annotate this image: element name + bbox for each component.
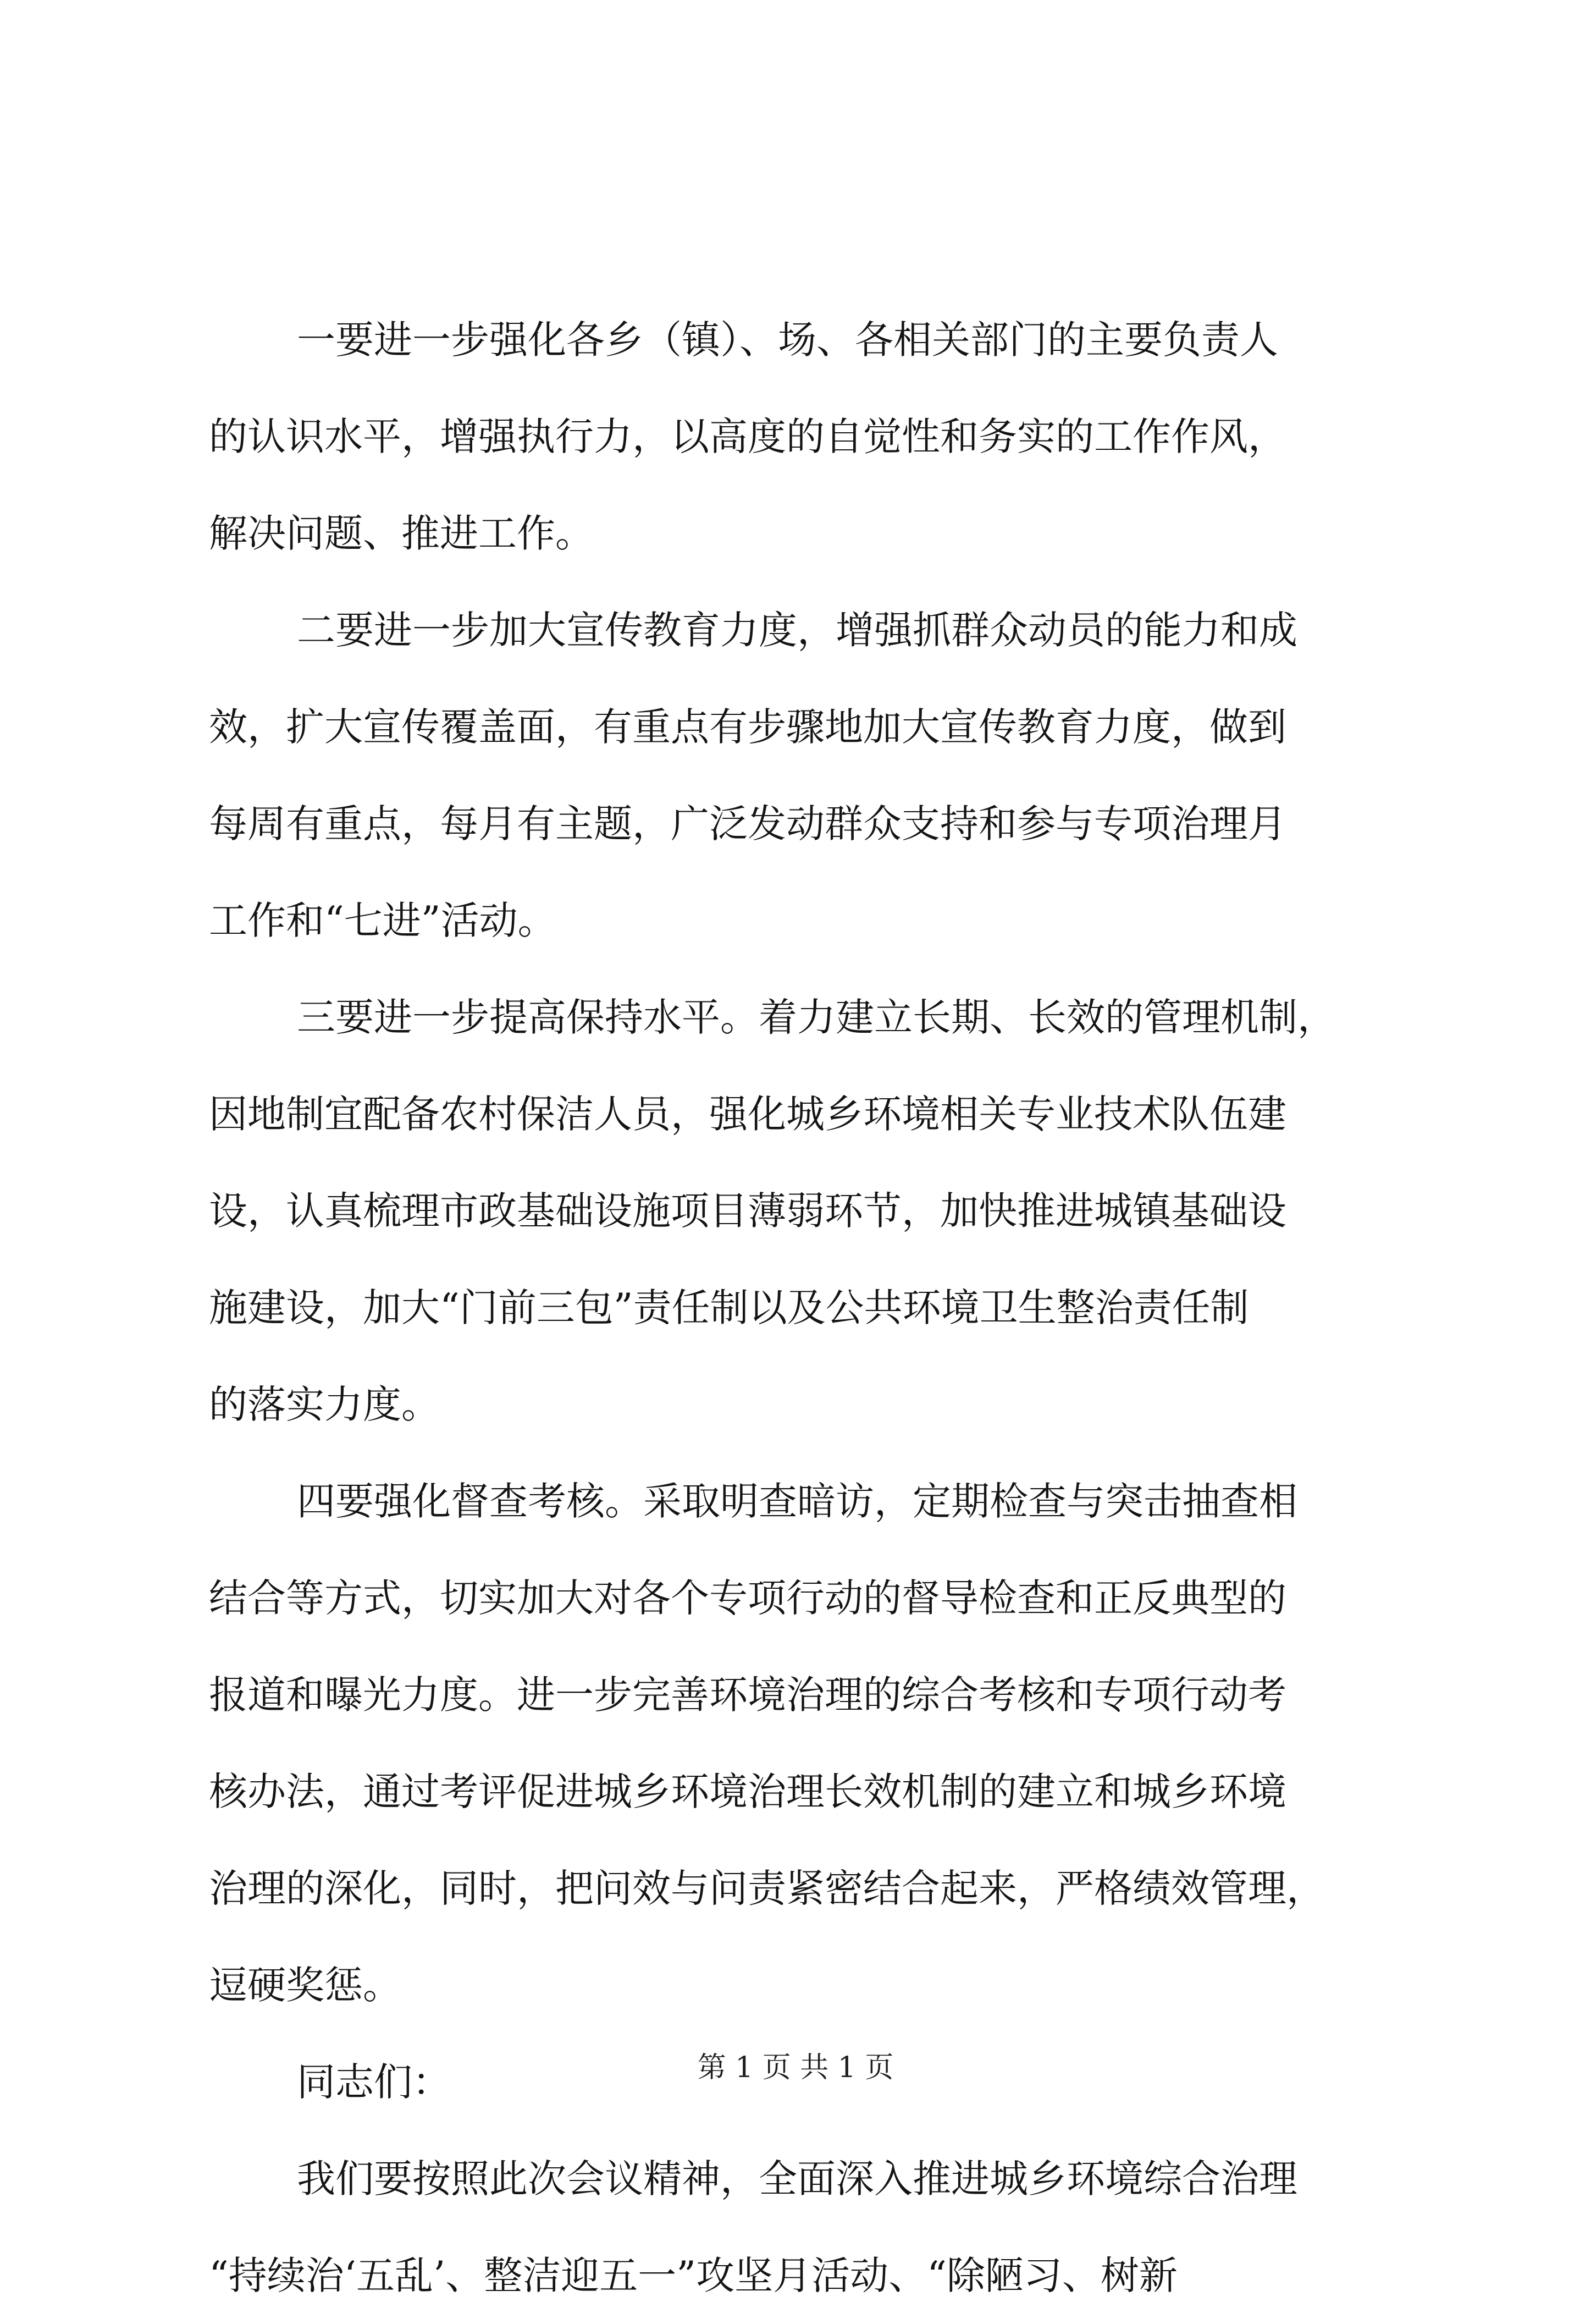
- paragraph-line: 四要强化督查考核。采取明查暗访，定期检查与突击抽查相: [297, 1479, 1297, 1524]
- paragraph-line: 因地制宜配备农村保洁人员，强化城乡环境相关专业技术队伍建: [209, 1092, 1286, 1137]
- paragraph-line: 我们要按照此次会议精神，全面深入推进城乡环境综合治理: [297, 2156, 1297, 2201]
- paragraph-line: 二要进一步加大宣传教育力度，增强抓群众动员的能力和成: [297, 608, 1297, 653]
- paragraph-line: 效，扩大宣传覆盖面，有重点有步骤地加大宣传教育力度，做到: [209, 704, 1286, 750]
- paragraph-line: 工作和“七进”活动。: [209, 898, 556, 943]
- paragraph-line: 施建设，加大“门前三包”责任制以及公共环境卫生整治责任制: [209, 1285, 1249, 1330]
- paragraph-3: [209, 969, 1396, 1453]
- paragraph-line: 结合等方式，切实加大对各个专项行动的督导检查和正反典型的: [209, 1576, 1286, 1621]
- paragraph-line: 三要进一步提高保持水平。着力建立长期、长效的管理机制，: [297, 995, 1336, 1040]
- paragraph-line: 解决问题、推进工作。: [209, 511, 594, 556]
- paragraph-line: “持续治‘五乱’、整洁迎五一”攻坚月活动、“除陋习、树新: [209, 2253, 1178, 2298]
- paragraph-line: 一要进一步强化各乡（镇）、场、各相关部门的主要负责人: [297, 317, 1278, 362]
- paragraph-line: 设，认真梳理市政基础设施项目薄弱环节，加快推进城镇基础设: [209, 1188, 1286, 1233]
- paragraph-line: 的认识水平，增强执行力，以高度的自觉性和务实的工作作风，: [209, 414, 1286, 459]
- paragraph-line: 每周有重点，每月有主题，广泛发动群众支持和参与专项治理月: [209, 801, 1286, 846]
- paragraph-line: 的落实力度。: [209, 1382, 440, 1427]
- paragraph-line: 逗硬奖惩。: [209, 1963, 401, 2008]
- salutation-line: 同志们：: [297, 2059, 451, 2105]
- paragraph-4: [209, 1453, 1396, 2034]
- paragraph-2: [209, 582, 1396, 969]
- paragraph-1: [209, 291, 1396, 582]
- paragraph-6: [209, 2130, 1396, 2324]
- paragraph-line: 核办法，通过考评促进城乡环境治理长效机制的建立和城乡环境: [209, 1769, 1286, 1814]
- document-body: [209, 291, 1396, 2324]
- paragraph-line: 治理的深化，同时，把问效与问责紧密结合起来，严格绩效管理，: [209, 1866, 1325, 1911]
- page-footer: 第 1 页 共 1 页: [697, 2051, 894, 2084]
- paragraph-line: 报道和曝光力度。进一步完善环境治理的综合考核和专项行动考: [209, 1672, 1286, 1717]
